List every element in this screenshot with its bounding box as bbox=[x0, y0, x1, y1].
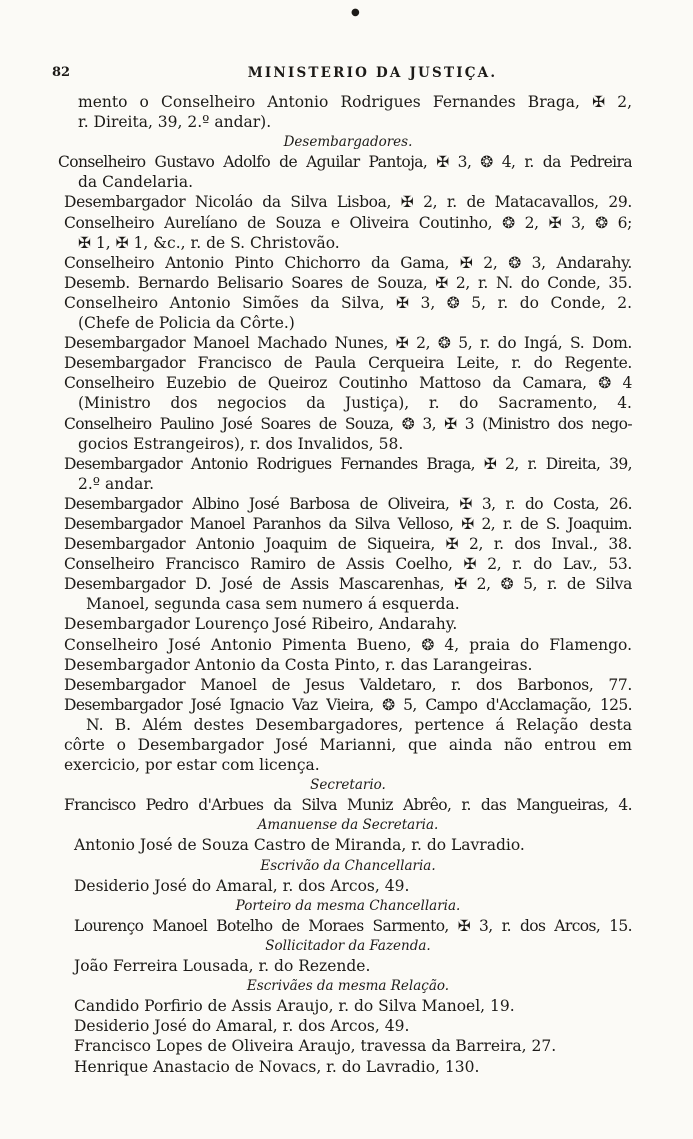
text-line: Conselheiro Euzebio de Queiroz Coutinho Mattoso da Camara, ❂ 4 bbox=[64, 374, 632, 393]
print-mark: ● bbox=[351, 7, 360, 18]
text-line: Desembargador Manoel de Jesus Valdetaro, r. dos Barbonos, 77. bbox=[64, 675, 632, 694]
text-line: Candido Porfirio de Assis Araujo, r. do Silva Manoel, 19. bbox=[74, 997, 515, 1016]
section-heading: Escrivães da mesma Relação. bbox=[246, 978, 450, 995]
text-line: Henrique Anastacio de Novacs, r. do Lavradio, 130. bbox=[74, 1057, 480, 1076]
document-body bbox=[58, 92, 632, 1077]
note-line: exercicio, por estar com licença. bbox=[64, 756, 320, 775]
section-heading: Amanuense da Secretaria. bbox=[257, 817, 439, 834]
text-line: Francisco Pedro d'Arbues da Silva Muniz Abrêo, r. das Mangueiras, 4. bbox=[64, 796, 632, 815]
text-line: Antonio José de Souza Castro de Miranda, r. do Lavradio. bbox=[74, 836, 525, 855]
text-line: Desembargador D. José de Assis Mascarenhas, ✠ 2, ❂ 5, r. de Silva bbox=[64, 575, 632, 594]
text-line: (Ministro dos negocios da Justiça), r. do Sacramento, 4. bbox=[78, 394, 632, 413]
section-heading: Porteiro da mesma Chancellaria. bbox=[235, 897, 461, 914]
note-line: N. B. Além destes Desembargadores, pertence á Relação desta bbox=[86, 715, 632, 734]
text-line: da Candelaria. bbox=[78, 173, 194, 192]
text-line: Desembargador Antonio da Costa Pinto, r. das Larangeiras. bbox=[64, 655, 533, 674]
text-line: Desembargador Manoel Machado Nunes, ✠ 2, ❂ 5, r. do Ingá, S. Dom. bbox=[64, 334, 632, 353]
text-line: r. Direita, 39, 2.º andar). bbox=[78, 113, 272, 132]
text-line: Conselheiro Paulino José Soares de Souza, ❂ 3, ✠ 3 (Ministro dos nego- bbox=[64, 414, 632, 433]
text-line: ✠ 1, ✠ 1, &c., r. de S. Christovão. bbox=[78, 233, 340, 252]
section-heading: Secretario. bbox=[310, 777, 386, 794]
text-line: Desembargador Antonio Rodrigues Fernandes Braga, ✠ 2, r. Direita, 39, bbox=[64, 454, 632, 473]
text-line: Desiderio José do Amaral, r. dos Arcos, 49. bbox=[74, 1017, 410, 1036]
text-line: (Chefe de Policia da Côrte.) bbox=[78, 314, 295, 333]
text-line: Manoel, segunda casa sem numero á esquerda. bbox=[86, 595, 460, 614]
page-number: 82 bbox=[52, 65, 71, 80]
text-line: Desembargador Albino José Barbosa de Oliveira, ✠ 3, r. do Costa, 26. bbox=[64, 494, 632, 513]
text-line: Conselheiro Gustavo Adolfo de Aguilar Pantoja, ✠ 3, ❂ 4, r. da Pedreira bbox=[58, 153, 632, 172]
section-heading: Sollicitador da Fazenda. bbox=[265, 937, 431, 954]
note-line: côrte o Desembargador José Marianni, que ainda não entrou em bbox=[64, 736, 632, 754]
text-line: Conselheiro Francisco Ramiro de Assis Coelho, ✠ 2, r. do Lav., 53. bbox=[64, 555, 632, 574]
text-line: Desiderio José do Amaral, r. dos Arcos, 49. bbox=[74, 876, 410, 895]
section-heading: Desembargadores. bbox=[283, 134, 413, 151]
text-line: Desembargador Manoel Paranhos da Silva Velloso, ✠ 2, r. de S. Joaquim. bbox=[64, 514, 632, 533]
running-head: MINISTERIO DA JUSTIÇA. bbox=[247, 65, 498, 81]
text-line: Conselheiro Antonio Pinto Chichorro da Gama, ✠ 2, ❂ 3, Andarahy. bbox=[64, 253, 632, 272]
text-line: Conselheiro José Antonio Pimenta Bueno, ❂ 4, praia do Flamengo. bbox=[64, 635, 632, 654]
text-line: Desembargador Antonio Joaquim de Siqueira, ✠ 2, r. dos Inval., 38. bbox=[64, 535, 632, 554]
text-line: Desembargador José Ignacio Vaz Vieira, ❂ 5, Campo d'Acclamação, 125. bbox=[64, 695, 632, 714]
text-line: Conselheiro Antonio Simões da Silva, ✠ 3, ❂ 5, r. do Conde, 2. bbox=[64, 293, 632, 312]
text-line: mento o Conselheiro Antonio Rodrigues Fernandes Braga, ✠ 2, bbox=[78, 93, 632, 111]
text-line: Desembargador Lourenço José Ribeiro, Andarahy. bbox=[64, 615, 458, 634]
text-line: Lourenço Manoel Botelho de Moraes Sarmento, ✠ 3, r. dos Arcos, 15. bbox=[74, 916, 632, 935]
page-header bbox=[52, 65, 653, 87]
text-line: Conselheiro Aurelíano de Souza e Oliveira Coutinho, ❂ 2, ✠ 3, ❂ 6; bbox=[64, 213, 632, 232]
section-heading: Escrivão da Chancellaria. bbox=[260, 857, 436, 874]
text-line: Desemb. Bernardo Belisario Soares de Souza, ✠ 2, r. N. do Conde, 35. bbox=[64, 273, 632, 292]
text-line: Desembargador Francisco de Paula Cerqueira Leite, r. do Regente. bbox=[64, 354, 632, 373]
text-line: Desembargador Nicoláo da Silva Lisboa, ✠ 2, r. de Matacavallos, 29. bbox=[64, 193, 632, 212]
text-line: Francisco Lopes de Oliveira Araujo, travessa da Barreira, 27. bbox=[74, 1037, 557, 1056]
text-line: gocios Estrangeiros), r. dos Invalidos, 58. bbox=[78, 434, 404, 453]
text-line: 2.º andar. bbox=[78, 474, 155, 493]
text-line: João Ferreira Lousada, r. do Rezende. bbox=[74, 957, 371, 976]
